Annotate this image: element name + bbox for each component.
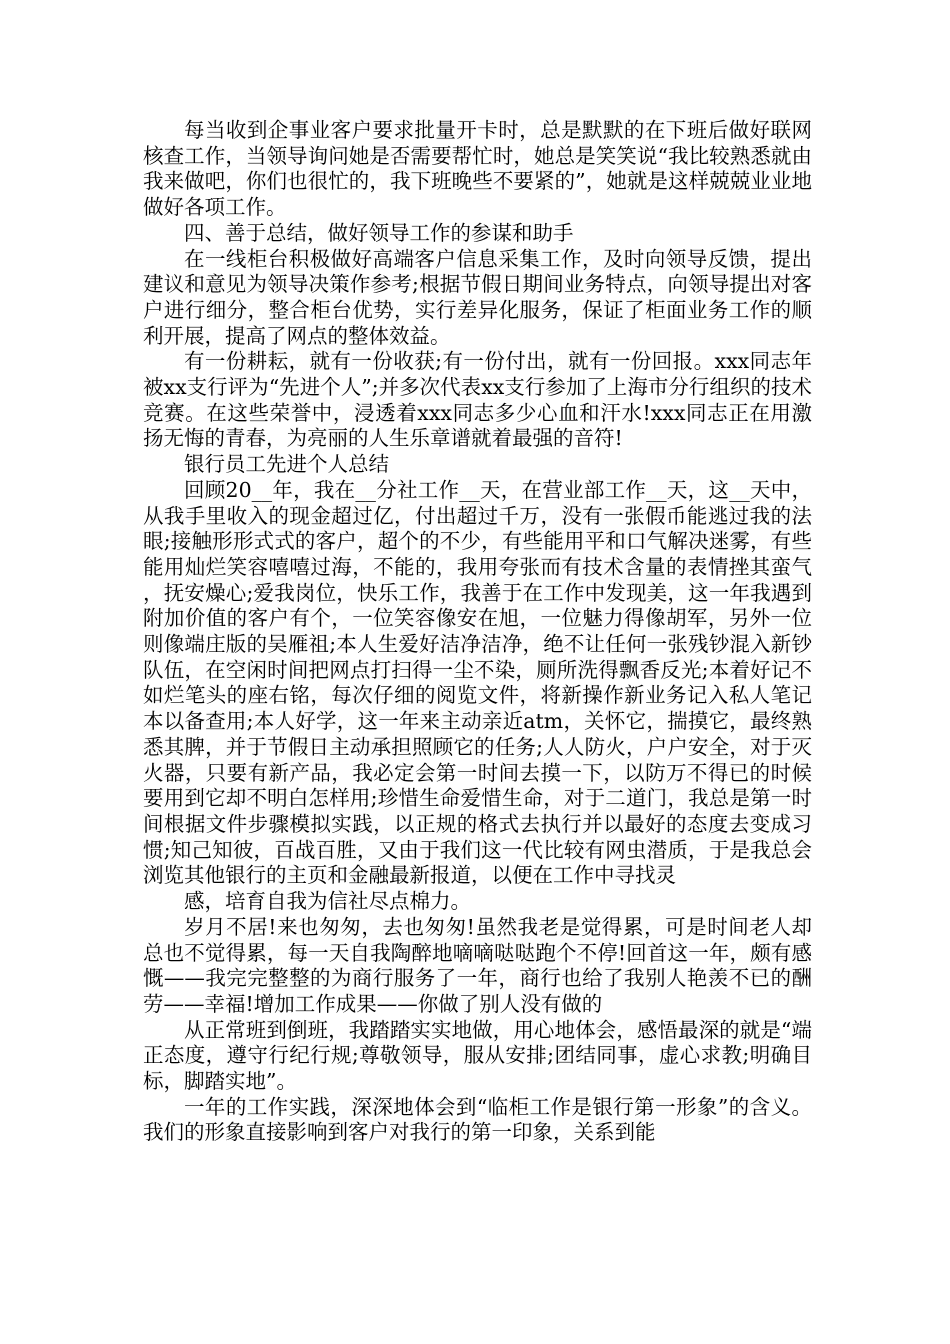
paragraph-6: 岁月不居!来也匆匆，去也匆匆!虽然我老是觉得累，可是时间老人却总也不觉得累，每一天自我陶醉地嘀嘀哒哒跑个不停!回首这一年，颇有感慨——我完完整整的为商行服务了一年，商行也给了我别人艳羡不已的酬劳——幸福!增加工作成果——你做了别人没有做的	[143, 914, 812, 1016]
paragraph-1: 每当收到企事业客户要求批量开卡时，总是默默的在下班后做好联网核查工作，当领导询问她是否需要帮忙时，她总是笑笑说“我比较熟悉就由我来做吧，你们也很忙的，我下班晚些不要紧的”，她就是这样兢兢业业地做好各项工作。	[143, 118, 812, 220]
section-heading-4: 四、善于总结，做好领导工作的参谋和助手	[184, 220, 574, 245]
paragraph-4: 回顾20__年，我在__分社工作__天，在营业部工作__天，这__天中，从我手里收入的现金超过亿，付出超过千万，没有一张假币能逃过我的法眼;接触形形式式的客户，超个的不少，有些能用平和口气解决迷雾，有些能用灿烂笑容嘻嘻过海，不能的，我用夸张而有技术含量的表情挫其蛮气，抚安燥心;爱我岗位，快乐工作，我善于在工作中发现美，这一年我遇到附加价值的客户有个，一位笑容像安在旭，一位魅力得像胡军，另外一位则像端庄版的吴雁祖;本人生爱好洁净洁净，绝不让任何一张残钞混入新钞队伍，在空闲时间把网点打扫得一尘不染，厕所洗得飘香反光;本着好记不如烂笔头的座右铭，每次仔细的阅览文件，将新操作新业务记入私人笔记本以备查用;本人好学，这一年来主动亲近atm，关怀它，揣摸它，最终熟悉其脾，并于节假日主动承担照顾它的任务;人人防火，户户安全，对于灭火器，只要有新产品，我必定会第一时间去摸一下，以防万不得已的时候要用到它却不明白怎样用;珍惜生命爱惜生命，对于二道门，我总是第一时间根据文件步骤模拟实践，以正规的格式去执行并以最好的态度去变成习惯;知己知彼，百战百胜，又由于我们这一代比较有网虫潜质，于是我总会浏览其他银行的主页和金融最新报道，以便在工作中寻找灵	[143, 477, 812, 888]
paragraph-2: 在一线柜台积极做好高端客户信息采集工作，及时向领导反馈，提出建议和意见为领导决策作参考;根据节假日期间业务特点，向领导提出对客户进行细分，整合柜台优势，实行差异化服务，保证了柜面业务工作的顺利开展，提高了网点的整体效益。	[143, 246, 812, 348]
paragraph-5: 感，培育自我为信社尽点棉力。	[184, 889, 471, 914]
paragraph-3: 有一份耕耘，就有一份收获;有一份付出，就有一份回报。xxx同志年被xx支行评为“先进个人”;并多次代表xx支行参加了上海市分行组织的技术竞赛。在这些荣誉中，浸透着xxx同志多少心血和汗水!xxx同志正在用激扬无悔的青春，为亮丽的人生乐章谱就着最强的音符!	[143, 349, 812, 451]
paragraph-7: 从正常班到倒班，我踏踏实实地做，用心地体会，感悟最深的就是“端正态度，遵守行纪行规;尊敬领导，服从安排;团结同事，虚心求教;明确目标，脚踏实地”。	[143, 1017, 812, 1094]
paragraph-8: 一年的工作实践，深深地体会到“临柜工作是银行第一形象”的含义。我们的形象直接影响到客户对我行的第一印象，关系到能	[143, 1094, 812, 1145]
document-page	[143, 118, 812, 1146]
document-title: 银行员工先进个人总结	[184, 452, 389, 477]
